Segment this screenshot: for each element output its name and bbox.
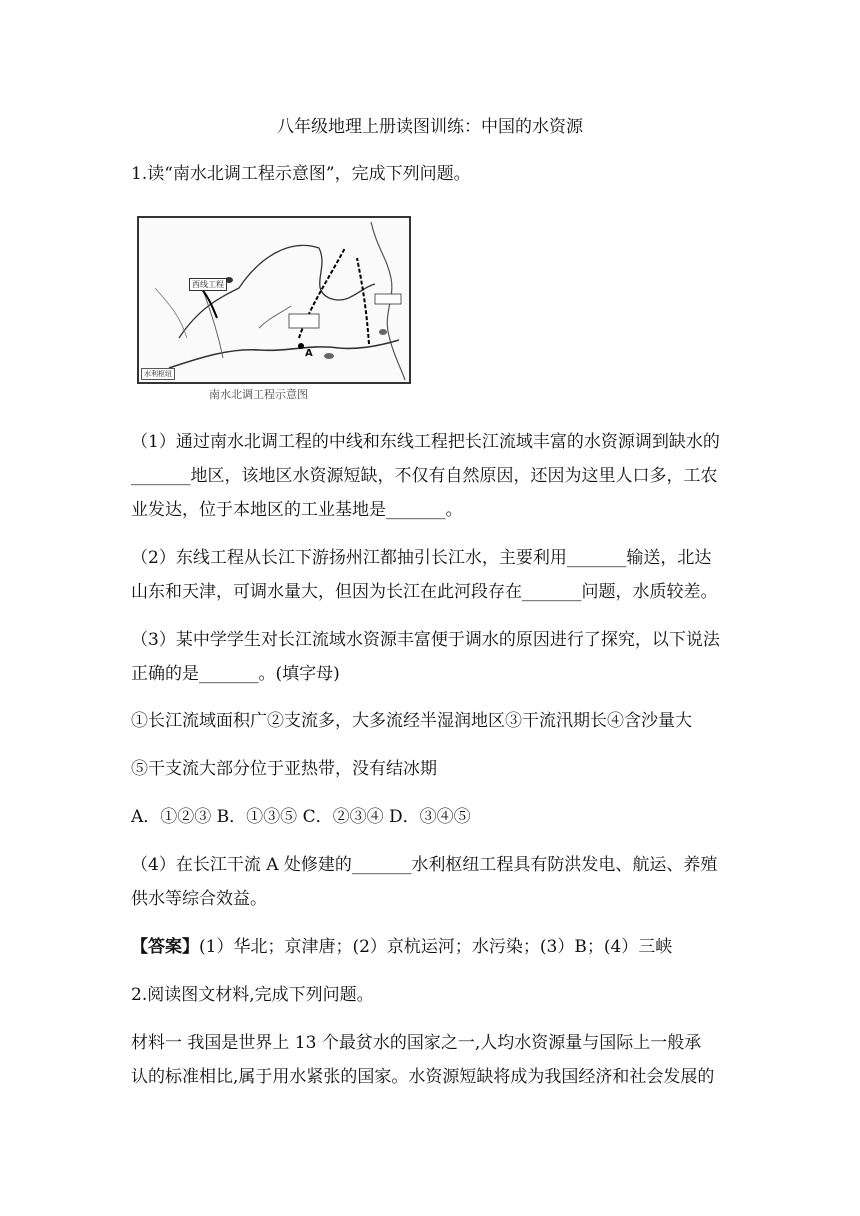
q1-part1-line3: 业发达，位于本地区的工业基地是_______。 bbox=[131, 500, 463, 520]
q1-choices: A．①②③ B．①③⑤ C．②③④ D．③④⑤ bbox=[131, 807, 471, 827]
q2-material1-line2: 认的标准相比,属于用水紧张的国家。水资源短缺将成为我国经济和社会发展的 bbox=[131, 1067, 715, 1087]
q1-part3-line1: （3）某中学学生对长江流域水资源丰富便于调水的原因进行了探究，以下说法 bbox=[131, 630, 720, 650]
map-frame bbox=[137, 216, 411, 384]
map-legend: 水利枢纽 bbox=[141, 368, 175, 380]
q1-answer bbox=[131, 932, 672, 957]
q1-part1-line2: _______地区，该地区水资源短缺，不仅有自然原因，还因为这里人口多，工农 bbox=[131, 466, 718, 486]
south-north-water-diversion-map bbox=[131, 212, 415, 402]
q2-material1-line1: 材料一 我国是世界上 13 个最贫水的国家之一,人均水资源量与国际上一般承 bbox=[131, 1033, 702, 1053]
q1-part4-line1: （4）在长江干流 A 处修建的_______水利枢纽工程具有防洪发电、航运、养殖 bbox=[131, 855, 718, 875]
q1-part1-line1: （1）通过南水北调工程的中线和东线工程把长江流域丰富的水资源调到缺水的 bbox=[131, 432, 720, 452]
q1-options-line1: ①长江流域面积广②支流多，大多流经半湿润地区③干流汛期长④含沙量大 bbox=[131, 711, 692, 731]
map-point-a: A bbox=[305, 348, 313, 359]
answer-tag: 【答案】 bbox=[131, 937, 199, 957]
q1-part2-line1: （2）东线工程从长江下游扬州江都抽引长江水，主要利用_______输送，北达 bbox=[131, 548, 712, 568]
q1-part4-line2: 供水等综合效益。 bbox=[131, 889, 267, 909]
map-drawing bbox=[139, 218, 409, 382]
q1-part3-line2: 正确的是_______。(填字母) bbox=[131, 664, 340, 684]
answer-text: (1）华北；京津唐；(2）京杭运河；水污染；(3）B；(4）三峡 bbox=[199, 937, 673, 957]
western-route-label: 西线工程 bbox=[189, 278, 227, 291]
q1-options-line2: ⑤干支流大部分位于亚热带，没有结冰期 bbox=[131, 759, 437, 779]
map-caption: 南水北调工程示意图 bbox=[209, 388, 308, 401]
page-title: 八年级地理上册读图训练：中国的水资源 bbox=[277, 117, 583, 137]
question-2-stem: 2.阅读图文材料,完成下列问题。 bbox=[131, 985, 374, 1005]
question-1-stem: 1.读“南水北调工程示意图”，完成下列问题。 bbox=[131, 164, 471, 184]
q1-part2-line2: 山东和天津，可调水量大，但因为长江在此河段存在_______问题，水质较差。 bbox=[131, 582, 718, 602]
